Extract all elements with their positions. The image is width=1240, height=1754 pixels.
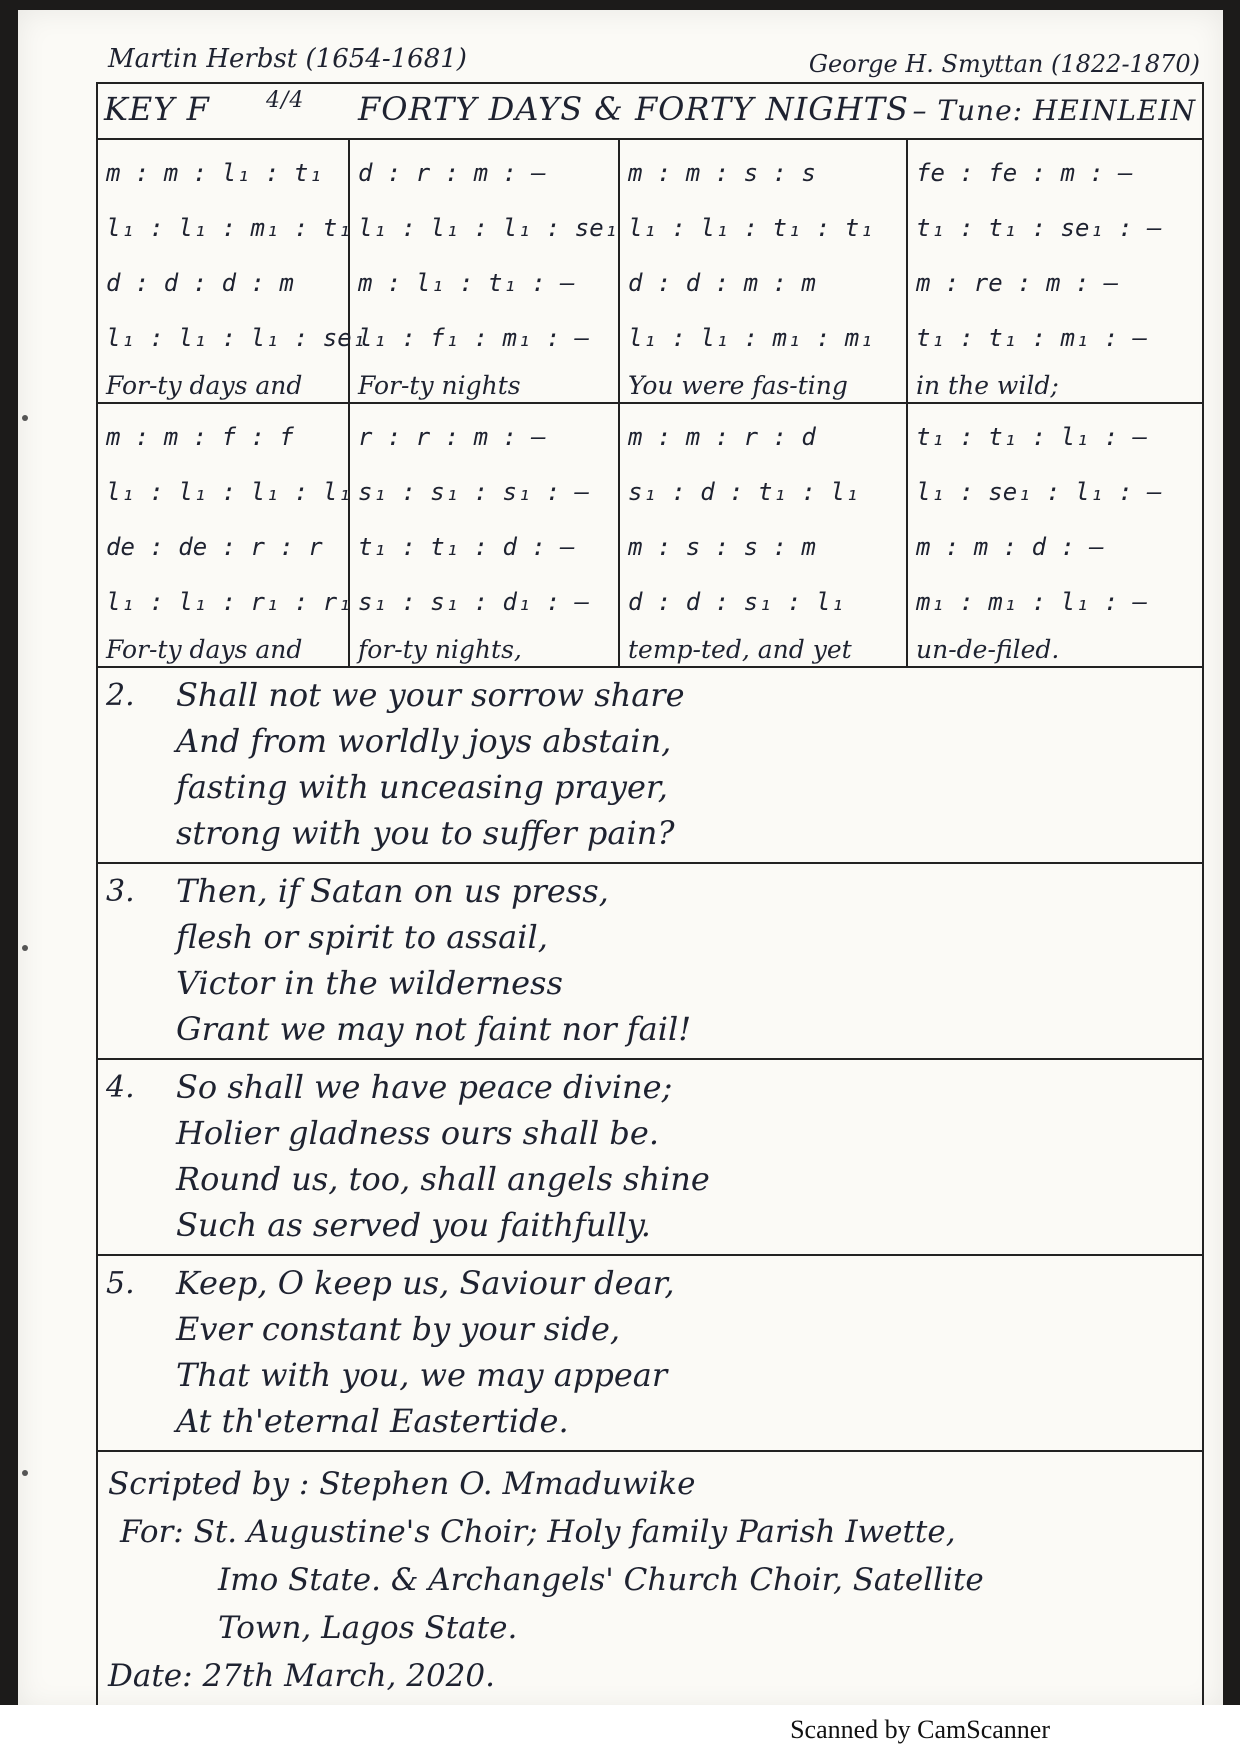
verse-line: Ever constant by your side, bbox=[176, 1310, 621, 1348]
alto-line: l₁ : l₁ : t₁ : t₁ bbox=[628, 214, 874, 242]
measure bbox=[350, 140, 620, 402]
lyric: For-ty days and bbox=[106, 635, 303, 664]
tenor-line: m : re : m : – bbox=[916, 269, 1119, 297]
soprano-line: m : m : s : s bbox=[628, 159, 816, 187]
scanned-page bbox=[18, 10, 1223, 1710]
soprano-line: r : r : m : – bbox=[358, 423, 546, 451]
soprano-line: d : r : m : – bbox=[358, 159, 546, 187]
hymn-sheet bbox=[96, 82, 1204, 1722]
alto-line: s₁ : d : t₁ : l₁ bbox=[628, 478, 860, 506]
soprano-line: m : m : l₁ : t₁ bbox=[106, 159, 323, 187]
margin-dot bbox=[22, 945, 28, 951]
verse-line: strong with you to suffer pain? bbox=[176, 814, 675, 852]
verse-number: 4. bbox=[106, 1070, 135, 1105]
verse-line: And from worldly joys abstain, bbox=[176, 722, 672, 760]
date-line: Date: 27th March, 2020. bbox=[108, 1658, 495, 1694]
alto-line: l₁ : l₁ : l₁ : se₁ bbox=[358, 214, 619, 242]
verse-line: That with you, we may appear bbox=[176, 1356, 668, 1394]
margin-dot bbox=[22, 415, 28, 421]
soprano-line: m : m : f : f bbox=[106, 423, 294, 451]
scripted-by: Scripted by : Stephen O. Mmaduwike bbox=[108, 1466, 696, 1502]
measure bbox=[908, 140, 1202, 402]
verse-line: flesh or spirit to assail, bbox=[176, 918, 548, 956]
lyric: temp-ted, and yet bbox=[628, 635, 852, 664]
scanner-stamp-text: Scanned by CamScanner bbox=[790, 1715, 1050, 1744]
soprano-line: fe : fe : m : – bbox=[916, 159, 1133, 187]
verse-number: 5. bbox=[106, 1266, 135, 1301]
verse-line: Victor in the wilderness bbox=[176, 964, 563, 1002]
lyric: un-de-filed. bbox=[916, 635, 1060, 664]
alto-line: l₁ : l₁ : m₁ : t₁ bbox=[106, 214, 352, 242]
tenor-line: d : d : m : m bbox=[628, 269, 816, 297]
time-signature: 4/4 bbox=[266, 88, 305, 113]
tenor-line: d : d : d : m bbox=[106, 269, 294, 297]
attribution-line bbox=[96, 40, 1200, 80]
verse-5 bbox=[98, 1256, 1202, 1452]
lyric: For-ty nights bbox=[358, 371, 521, 400]
verse-3 bbox=[98, 864, 1202, 1060]
measure bbox=[908, 404, 1202, 666]
tenor-line: m : s : s : m bbox=[628, 533, 816, 561]
verse-line: Shall not we your sorrow share bbox=[176, 676, 685, 714]
margin-dot bbox=[22, 1470, 28, 1476]
scanner-watermark bbox=[0, 1705, 1240, 1754]
soprano-line: m : m : r : d bbox=[628, 423, 816, 451]
bass-line: l₁ : l₁ : l₁ : se₁ bbox=[106, 324, 367, 352]
verse-line: Keep, O keep us, Saviour dear, bbox=[176, 1264, 675, 1302]
verse-line: At th'eternal Eastertide. bbox=[176, 1402, 569, 1440]
music-system-1 bbox=[98, 140, 1202, 404]
lyric: For-ty days and bbox=[106, 371, 303, 400]
key-signature: KEY F bbox=[104, 90, 210, 128]
alto-line: t₁ : t₁ : se₁ : – bbox=[916, 214, 1162, 242]
lyric: in the wild; bbox=[916, 371, 1059, 400]
soprano-line: t₁ : t₁ : l₁ : – bbox=[916, 423, 1148, 451]
verse-line: Then, if Satan on us press, bbox=[176, 872, 609, 910]
measure bbox=[98, 404, 350, 666]
alto-line: l₁ : l₁ : l₁ : l₁ bbox=[106, 478, 352, 506]
verse-2 bbox=[98, 668, 1202, 864]
verse-line: So shall we have peace divine; bbox=[176, 1068, 673, 1106]
verse-line: Round us, too, shall angels shine bbox=[176, 1160, 710, 1198]
lyric: You were fas-ting bbox=[628, 371, 848, 400]
tenor-line: m : l₁ : t₁ : – bbox=[358, 269, 575, 297]
alto-line: l₁ : se₁ : l₁ : – bbox=[916, 478, 1162, 506]
measure bbox=[350, 404, 620, 666]
bass-line: l₁ : l₁ : r₁ : r₁ bbox=[106, 588, 352, 616]
bass-line: d : d : s₁ : l₁ bbox=[628, 588, 845, 616]
for-line: For: St. Augustine's Choir; Holy family Parish Iwette, bbox=[120, 1514, 956, 1550]
tune-name: – Tune: HEINLEIN bbox=[912, 94, 1196, 127]
music-system-2 bbox=[98, 404, 1202, 668]
bass-line: m₁ : m₁ : l₁ : – bbox=[916, 588, 1148, 616]
bass-line: s₁ : s₁ : d₁ : – bbox=[358, 588, 590, 616]
for-line: Town, Lagos State. bbox=[218, 1610, 518, 1646]
verse-line: Holier gladness ours shall be. bbox=[176, 1114, 659, 1152]
text-author: Martin Herbst (1654-1681) bbox=[108, 44, 467, 74]
lyric: for-ty nights, bbox=[358, 635, 522, 664]
title-row bbox=[98, 84, 1202, 140]
bass-line: l₁ : f₁ : m₁ : – bbox=[358, 324, 590, 352]
verse-4 bbox=[98, 1060, 1202, 1256]
tenor-line: t₁ : t₁ : d : – bbox=[358, 533, 575, 561]
music-author: George H. Smyttan (1822-1870) bbox=[808, 50, 1200, 78]
measure bbox=[620, 404, 908, 666]
measure bbox=[98, 140, 367, 402]
for-line: Imo State. & Archangels' Church Choir, Satellite bbox=[218, 1562, 984, 1598]
verse-number: 2. bbox=[106, 678, 135, 713]
hymn-title: FORTY DAYS & FORTY NIGHTS bbox=[358, 90, 909, 128]
verse-line: Such as served you faithfully. bbox=[176, 1206, 651, 1244]
verse-number: 3. bbox=[106, 874, 135, 909]
alto-line: s₁ : s₁ : s₁ : – bbox=[358, 478, 590, 506]
bass-line: t₁ : t₁ : m₁ : – bbox=[916, 324, 1148, 352]
tenor-line: m : m : d : – bbox=[916, 533, 1104, 561]
tenor-line: de : de : r : r bbox=[106, 533, 323, 561]
verse-line: fasting with unceasing prayer, bbox=[176, 768, 668, 806]
bass-line: l₁ : l₁ : m₁ : m₁ bbox=[628, 324, 874, 352]
credits bbox=[98, 1452, 1202, 1720]
measure bbox=[620, 140, 908, 402]
verse-line: Grant we may not faint nor fail! bbox=[176, 1010, 692, 1048]
